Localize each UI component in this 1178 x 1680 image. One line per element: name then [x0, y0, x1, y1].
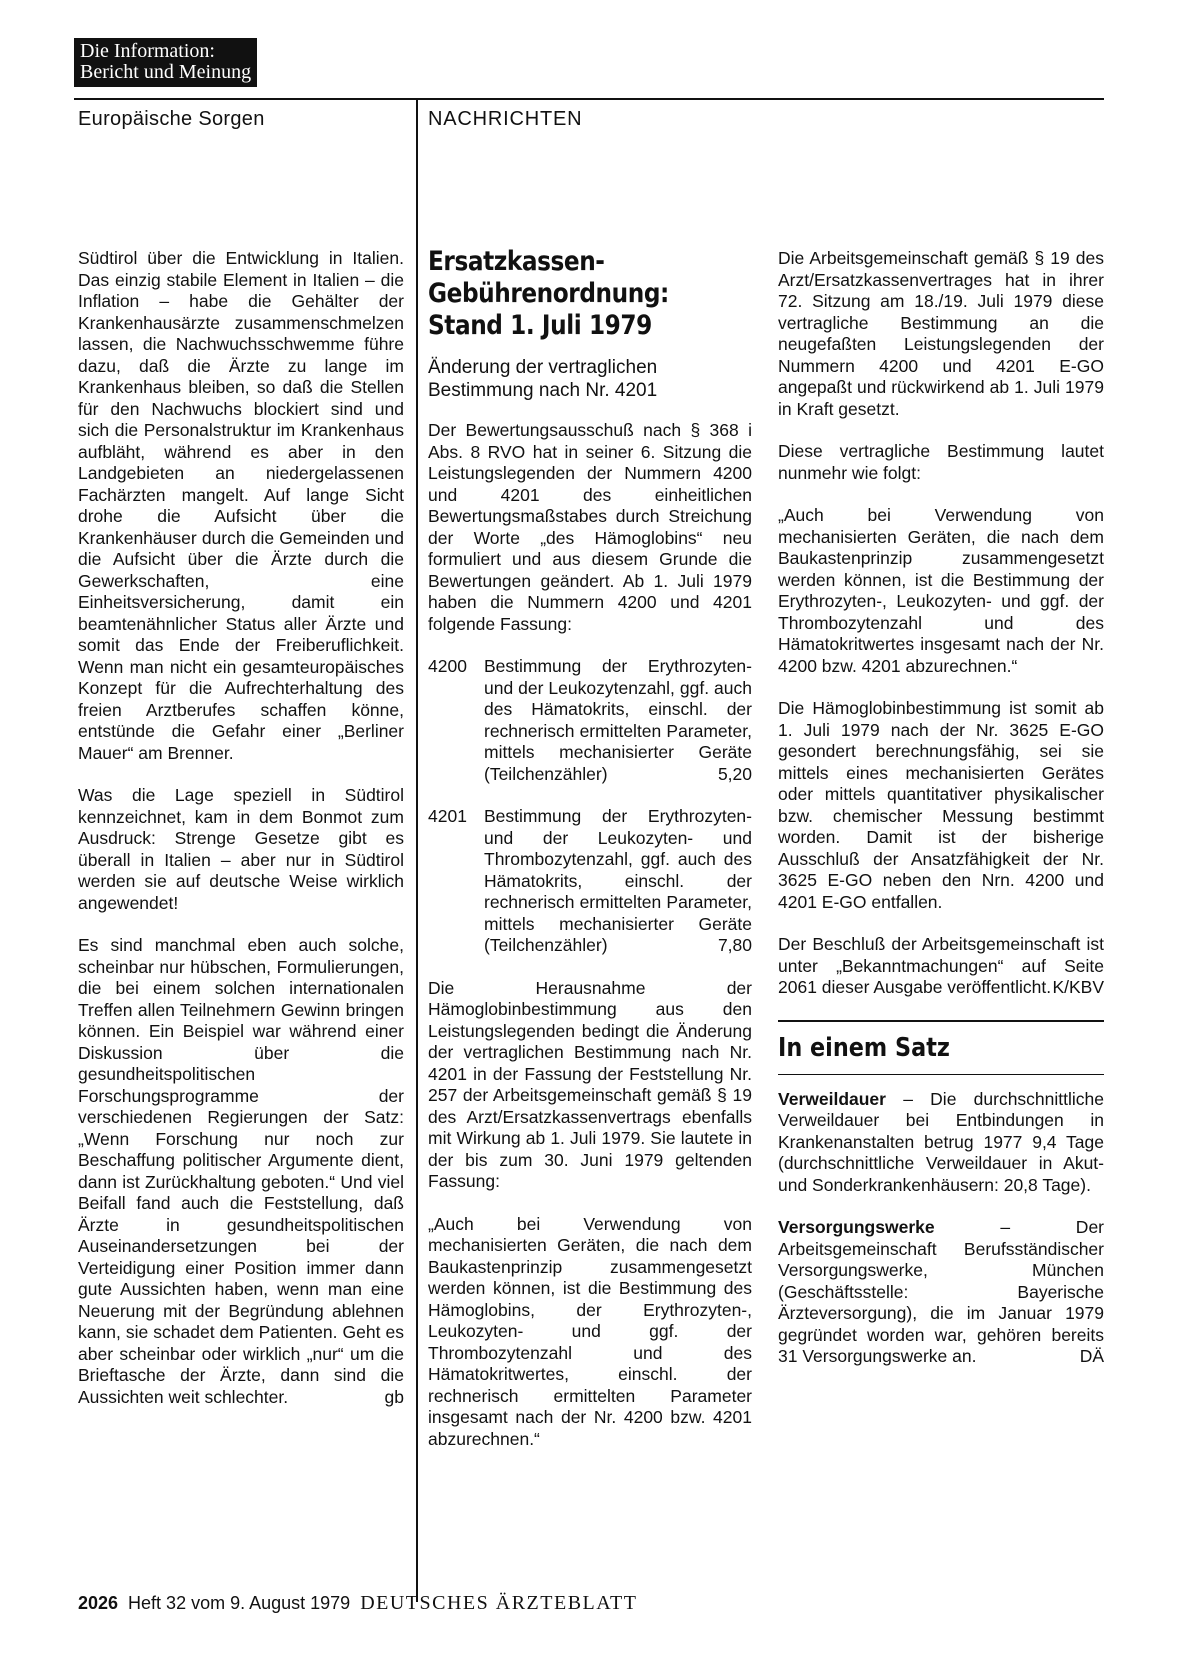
column-1	[78, 248, 404, 1429]
top-rule	[74, 98, 1104, 100]
fee-item-number: 4200	[428, 656, 467, 676]
brief-text: – Der Arbeitsgemeinschaft Berufsständischer Versorgungswerke, München (Geschäftsstelle: Bayerische Ärzteversorgung), die im Januar 1979 gegründet worden war, gehören bereits 31 Versorgungswerke an.	[778, 1217, 1104, 1366]
article-subheadline: Änderung der vertraglichen Bestimmung nach Nr. 4201	[428, 357, 658, 401]
col1-paragraph-3-text: Es sind manchmal eben auch solche, scheinbar nur hübschen, Formulierungen, die bei einem solchen internationalen Treffen allen Teilnehmern Gewinn bringen können. Ein Beispiel war während einer Diskussion über die gesundheitspolitischen Forschungsprogramme der verschiedenen Regierungen der Satz: „Wenn Forschung nur noch zur Beschaffung politischer Argumente dient, dann ist Zurückhaltung geboten.“ Und viel Beifall fand auch die Feststellung, daß Ärzte in gesundheitspolitischen Auseinandersetzungen bei der Verteidigung einer Position immer dann gute Aussichten haben, wenn man eine Neuerung mit der Begründung ablehnen kann, sie schadet dem Patienten. Geht es aber scheinbar oder wirklich „nur“ um die Brieftasche der Ärzte, dann sind die Aussichten weit schlechter.	[78, 935, 404, 1407]
masthead	[74, 38, 257, 87]
fee-item-text	[484, 656, 752, 785]
headline-line-3: Stand 1. Juli 1979	[428, 310, 652, 341]
author-sign-kbv: K/KBV	[1052, 977, 1104, 997]
fee-item-value: 5,20	[717, 763, 752, 784]
col3-paragraph-2: Diese vertragliche Bestimmung lautet nunmehr wie folgt:	[778, 441, 1104, 483]
col1-paragraph-3	[78, 935, 404, 1408]
brief-versorgungswerke	[778, 1217, 1104, 1368]
brief-label: Versorgungswerke	[778, 1217, 935, 1237]
col1-paragraph-2: Was die Lage speziell in Südtirol kennzeichnet, kam in dem Bonmot zum Ausdruck: Strenge Gesetze gibt es überall in Italien – aber nur in Südtirol werden sie auf deutsche Weise wirklich angewendet!	[78, 785, 404, 913]
section-title-right: NACHRICHTEN	[428, 108, 583, 130]
col1-paragraph-1: Südtirol über die Entwicklung in Italien. Das einzig stabile Element in Italien – die Inflation – habe die Gehälter der Krankenhausärzte zusammenschmelzen lassen, die Nachwuchsschwemme führe dazu, daß die Ärzte zu lange im Krankenhaus bleiben, so daß die Stellen für den Nachwuchs blockiert sind und sich die Personalstruktur im Krankenhaus aufbläht, während es aber in den Landgebieten an niedergelassenen Fachärzten mangelt. Auf lange Sicht drohe die Aufsicht über die Krankenhäuser durch die Gemeinden und die Aufsicht über die Ärzte durch die Gewerkschaften, eine Einheitsversicherung, damit ein beamtenähnlicher Status aller Ärzte und somit das Ende der Freiberuflichkeit. Wenn man nicht ein gesamteuropäisches Konzept für die Aufrechterhaltung des freien Arztberufes schaffen könne, entstünde die Gefahr einer „Berliner Mauer“ am Brenner.	[78, 248, 404, 763]
brief-text: – Die durchschnittliche Verweildauer bei Entbindungen in Krankenanstalten betrug 1977 9,4 Tage (durchschnittliche Verweildauer in Akut- und Sonderkrankenhäusern: 20,8 Tage).	[778, 1088, 1104, 1195]
author-sign-dae: DÄ	[1079, 1346, 1104, 1366]
masthead-line-2: Bericht und Meinung	[80, 61, 252, 83]
fee-item-text	[484, 806, 752, 957]
publication-name: DEUTSCHES ÄRZTEBLATT	[360, 1592, 638, 1614]
fee-item-number: 4201	[428, 806, 467, 826]
box-top-rule	[778, 1020, 1104, 1022]
headline-line-1: Ersatzkassen-	[428, 246, 605, 277]
col2-paragraph-2: Die Herausnahme der Hämoglobinbestimmung aus den Leistungslegenden bedingt die Änderung der vertraglichen Bestimmung nach Nr. 4201 in der Fassung der Feststellung Nr. 257 der Arbeitsgemeinschaft gemäß § 19 des Arzt/Ersatzkassenvertrags ebenfalls mit Wirkung ab 1. Juli 1979. Sie lautete in der bis zum 30. Juni 1979 geltenden Fassung:	[428, 977, 752, 1191]
col3-paragraph-5-text: Der Beschluß der Arbeitsgemeinschaft ist unter „Bekanntmachungen“ auf Seite 2061 dieser Ausgabe veröffentlicht.	[778, 934, 1104, 997]
col2-quote: „Auch bei Verwendung von mechanisierten Geräten, die nach dem Baukastenprinzip zusammengesetzt werden können, ist die Bestimmung des Hämoglobins, der Erythrozyten-, Leukozyten- und ggf. der Thrombozytenzahl und des Hämatokritwertes, einschl. der rechnerisch ermittelten Parameter insgesamt nach der Nr. 4200 bzw. 4201 abzurechnen.“	[428, 1213, 752, 1449]
column-divider	[416, 98, 418, 1602]
page-number: 2026	[78, 1593, 119, 1613]
fee-item-description: Bestimmung der Erythrozyten- und der Leukozytenzahl, ggf. auch des Hämatokrits, einschl. der rechnerisch ermittelten Parameter, mittels mechanisierter Geräte (Teilchenzähler)	[484, 656, 752, 784]
brief-label: Verweildauer	[778, 1088, 886, 1109]
col2-paragraph-1: Der Bewertungsausschuß nach § 368 i Abs. 8 RVO hat in seiner 6. Sitzung die Leistungslegenden der Nummern 4200 und 4201 des einheitlichen Bewertungsmaßstabes durch Streichung der Worte „des Hämoglobins“ neu formuliert und aus diesem Grunde die Bewertungen geändert. Ab 1. Juli 1979 haben die Nummern 4200 und 4201 folgende Fassung:	[428, 420, 752, 634]
col3-quote: „Auch bei Verwendung von mechanisierten Geräten, die nach dem Baukastenprinzip zusammengesetzt werden können, ist die Bestimmung der Erythrozyten-, Leukozyten- und ggf. der Thrombozytenzahl und des Hämatokritwertes insgesamt nach der Nr. 4200 bzw. 4201 abzurechnen.“	[778, 505, 1104, 676]
article-headline	[428, 246, 755, 342]
col3-paragraph-4: Die Hämoglobinbestimmung ist somit ab 1. Juli 1979 nach der Nr. 3625 E-GO gesondert berechnungsfähig, sei sie mittels eines mechanisierten Gerätes oder mittels quantitativer physikalischer bzw. chemischer Messung bestimmt worden. Damit ist der bisherige Ausschluß der Ansatzfähigkeit der Nr. 3625 E-GO neben den Nrn. 4200 und 4201 E-GO entfallen.	[778, 698, 1104, 912]
column-2	[428, 246, 752, 1471]
headline-line-2: Gebührenordnung:	[428, 278, 669, 309]
issue-info: Heft 32 vom 9. August 1979	[128, 1593, 351, 1613]
section-title-left: Europäische Sorgen	[78, 108, 265, 130]
box-title-rule	[778, 1074, 1104, 1075]
fee-item-value: 7,80	[717, 935, 752, 955]
fee-item-description: Bestimmung der Erythrozyten- und der Leukozyten- und Thrombozytenzahl, ggf. auch des Hämatokrits, einschl. der rechnerisch ermittelten Parameter, mittels mechanisierter Geräte (Teilchenzähler)	[484, 806, 752, 955]
brief-verweildauer	[778, 1089, 1104, 1197]
column-3	[778, 248, 1104, 1389]
page-footer	[78, 1592, 637, 1615]
col3-paragraph-1: Die Arbeitsgemeinschaft gemäß § 19 des Arzt/Ersatzkassenvertrages hat in ihrer 72. Sitzung am 18./19. Juli 1979 diese vertragliche Bestimmung an die neugefaßten Leistungslegenden der Nummern 4200 und 4201 E-GO angepaßt und rückwirkend ab 1. Juli 1979 in Kraft gesetzt.	[778, 248, 1104, 419]
col3-paragraph-5	[778, 934, 1104, 999]
box-title: In einem Satz	[778, 1032, 950, 1063]
author-sign-gb: gb	[384, 1386, 404, 1407]
fee-item-4200	[428, 656, 752, 785]
fee-item-4201	[428, 806, 752, 957]
masthead-line-1: Die Information:	[80, 40, 215, 62]
